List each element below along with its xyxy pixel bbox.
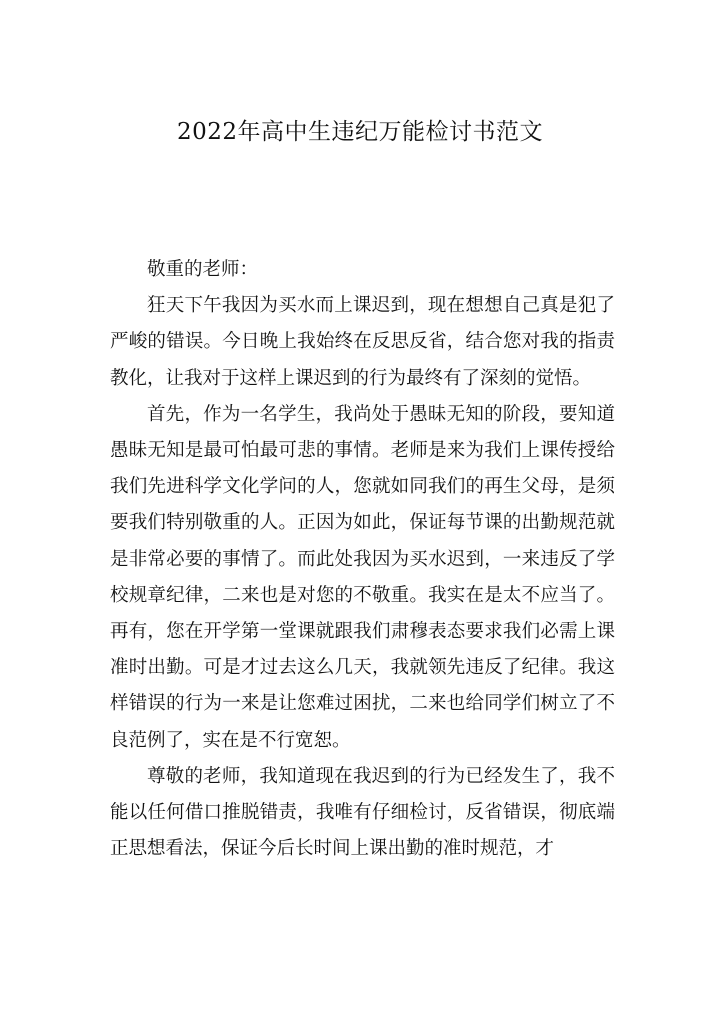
- document-body: [110, 252, 615, 867]
- paragraph-1: 狂天下午我因为买水而上课迟到，现在想想自己真是犯了严峻的错误。今日晚上我始终在反思反省，结合您对我的指责教化，让我对于这样上课迟到的行为最终有了深刻的觉悟。: [110, 295, 615, 389]
- salutation: 敬重的老师：: [147, 259, 259, 280]
- document-title: 2022年高中生违纪万能检讨书范文: [176, 119, 544, 145]
- paragraph-3: 尊敬的老师，我知道现在我迟到的行为已经发生了，我不能以任何借口推脱错责，我唯有仔细检讨，反省错误，彻底端正思想看法，保证今后长时间上课出勤的准时规范，才: [110, 765, 615, 860]
- paragraph-2: 首先，作为一名学生，我尚处于愚昧无知的阶段，要知道愚昧无知是最可怕最可悲的事情。老师是来为我们上课传授给我们先进科学文化学问的人，您就如同我们的再生父母，是须要我们特别敬重的人。正因为如此，保证每节课的出勤规范就是非常必要的事情了。而此处我因为买水迟到，一来违反了学校规章纪律，二来也是对您的不敬重。我实在是太不应当了。再有，您在开学第一堂课就跟我们肃穆表态要求我们必需上课准时出勤。可是才过去这么几天，我就领先违反了纪律。我这样错误的行为一来是让您难过困扰，二来也给同学们树立了不良范例了，实在是不行宽恕。: [110, 403, 615, 751]
